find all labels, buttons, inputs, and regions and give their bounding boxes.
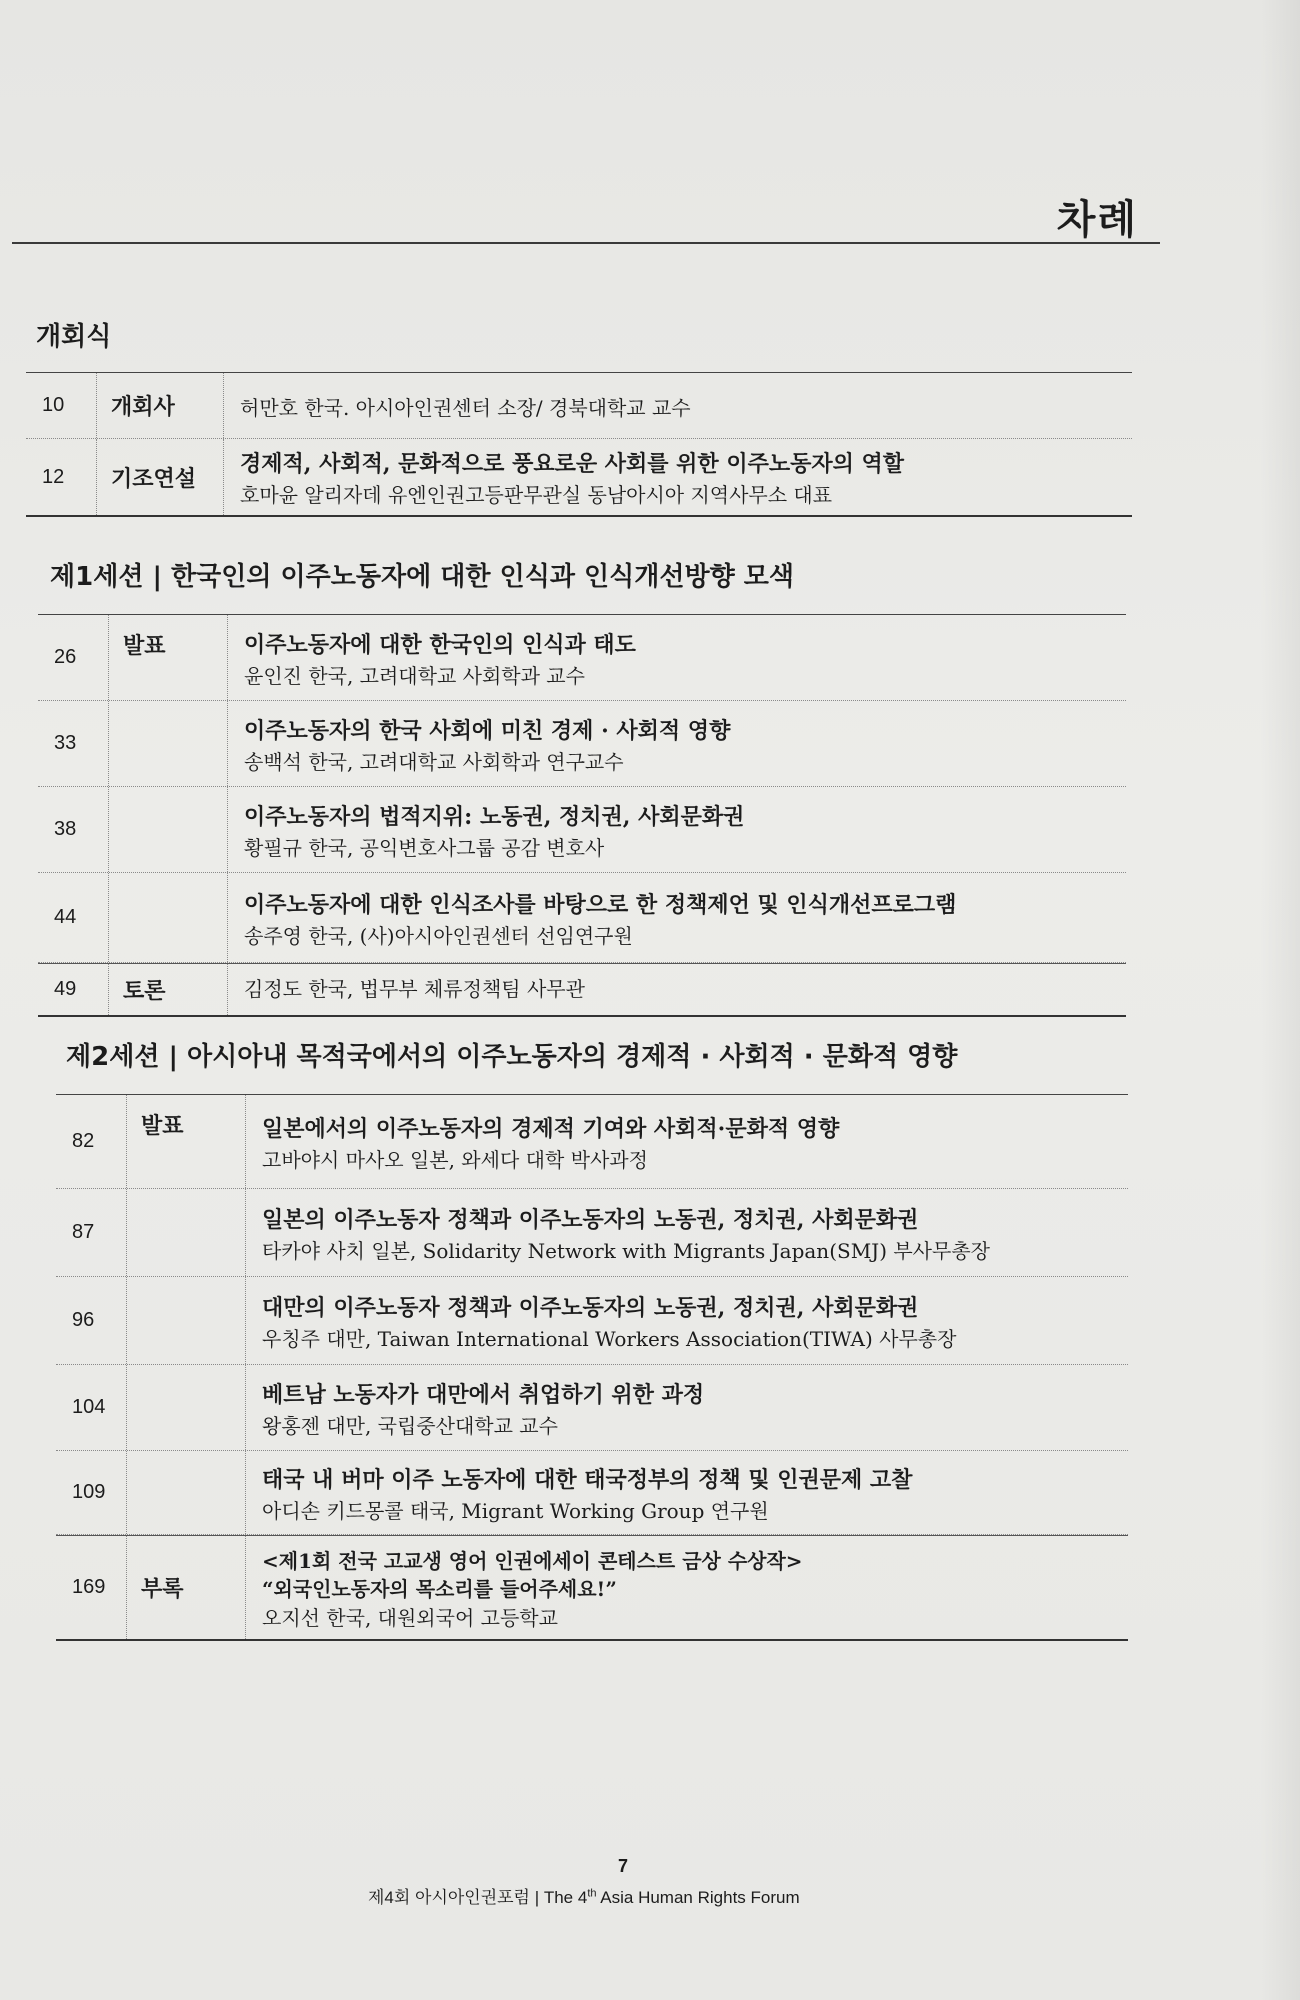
toc-author: 허만호 한국. 아시아인권센터 소장/ 경북대학교 교수 — [240, 395, 691, 420]
toc-author: 황필규 한국, 공익변호사그룹 공감 변호사 — [244, 835, 605, 860]
toc-author: 호마윤 알리자데 유엔인권고등판무관실 동남아시아 지역사무소 대표 — [240, 483, 833, 507]
toc-entry — [246, 1365, 1128, 1450]
toc-entry — [224, 373, 1132, 438]
toc-entry — [246, 1095, 1128, 1188]
toc-category: 토론 — [108, 964, 228, 1015]
toc-author: 아디손 키드몽콜 태국, Migrant Working Group 연구원 — [262, 1498, 769, 1523]
footer-caption — [368, 1883, 800, 1908]
toc-session1 — [38, 614, 1126, 1017]
toc-entry — [246, 1451, 1128, 1534]
toc-row — [26, 373, 1132, 439]
toc-title: 이주노동자의 법적지위: 노동권, 정치권, 사회문화권 — [244, 803, 745, 830]
toc-page-number: 82 — [72, 1130, 95, 1152]
toc-row — [38, 963, 1126, 1015]
toc-entry — [228, 615, 1126, 700]
toc-author: 오지선 한국, 대원외국어 고등학교 — [262, 1605, 558, 1630]
toc-page-number: 10 — [42, 394, 65, 416]
toc-page-number: 33 — [54, 732, 77, 754]
toc-row — [56, 1451, 1128, 1535]
toc-author: 송주영 한국, (사)아시아인권센터 선임연구원 — [244, 923, 633, 948]
toc-author: 김정도 한국, 법무부 체류정책팀 사무관 — [244, 976, 585, 1001]
toc-title: 대만의 이주노동자 정책과 이주노동자의 노동권, 정치권, 사회문화권 — [262, 1294, 919, 1321]
toc-group-presentations — [38, 615, 1126, 1015]
toc-entry — [246, 1189, 1128, 1276]
toc-title: 이주노동자에 대한 인식조사를 바탕으로 한 정책제언 및 인식개선프로그램 — [244, 891, 957, 918]
footer-text-prefix: 제4회 아시아인권포럼 | The 4 — [368, 1888, 588, 1907]
toc-row — [38, 615, 1126, 701]
toc-category: 개회사 — [96, 373, 224, 438]
toc-category: 발표 — [108, 615, 228, 700]
toc-author: 우칭주 대만, Taiwan International Workers Association(TIWA) 사무총장 — [262, 1326, 957, 1351]
toc-row — [26, 439, 1132, 515]
toc-category: 부록 — [126, 1536, 246, 1639]
toc-author: 윤인진 한국, 고려대학교 사회학과 교수 — [244, 663, 585, 688]
toc-row — [38, 787, 1126, 873]
toc-entry — [246, 1277, 1128, 1364]
toc-row — [38, 701, 1126, 787]
toc-entry — [228, 873, 1126, 962]
toc-page-number: 87 — [72, 1221, 95, 1243]
toc-page-number: 38 — [54, 818, 77, 840]
toc-title: 경제적, 사회적, 문화적으로 풍요로운 사회를 위한 이주노동자의 역할 — [240, 451, 904, 477]
footer-text-suffix: Asia Human Rights Forum — [596, 1888, 800, 1907]
page-shadow — [1260, 0, 1300, 2000]
title-divider — [12, 242, 1160, 244]
toc-title: 이주노동자의 한국 사회에 미친 경제 · 사회적 영향 — [244, 717, 731, 744]
footer-page-number: 7 — [618, 1856, 629, 1876]
section-heading-session2: 제2세션 | 아시아내 목적국에서의 이주노동자의 경제적 · 사회적 · 문화적 영향 — [66, 1042, 958, 1072]
toc-row — [56, 1365, 1128, 1451]
toc-title: 이주노동자에 대한 한국인의 인식과 태도 — [244, 631, 636, 658]
toc-entry — [228, 787, 1126, 872]
toc-entry — [228, 964, 1126, 1015]
toc-page-number: 26 — [54, 646, 77, 668]
toc-title: 태국 내 버마 이주 노동자에 대한 태국정부의 정책 및 인권문제 고찰 — [262, 1466, 913, 1493]
toc-row — [38, 873, 1126, 963]
toc-page-number: 49 — [54, 978, 77, 1000]
footer-text-sup: th — [587, 1887, 597, 1900]
toc-entry — [246, 1536, 1128, 1639]
toc-category: 발표 — [126, 1095, 246, 1188]
toc-row — [56, 1277, 1128, 1365]
toc-page-number: 109 — [72, 1481, 106, 1503]
section-heading-session1: 제1세션 | 한국인의 이주노동자에 대한 인식과 인식개선방향 모색 — [50, 562, 794, 592]
toc-page-number: 12 — [42, 465, 65, 488]
toc-title: 일본의 이주노동자 정책과 이주노동자의 노동권, 정치권, 사회문화권 — [262, 1206, 919, 1233]
toc-author: 송백석 한국, 고려대학교 사회학과 연구교수 — [244, 749, 624, 774]
toc-entry — [228, 701, 1126, 786]
toc-category: 기조연설 — [96, 439, 224, 515]
toc-title: <제1회 전국 고교생 영어 인권에세이 콘테스트 금상 수상작> — [262, 1548, 803, 1573]
section-heading-opening: 개회식 — [36, 322, 112, 352]
toc-page-number: 96 — [72, 1309, 95, 1331]
toc-row — [56, 1189, 1128, 1277]
toc-author: 고바야시 마사오 일본, 와세다 대학 박사과정 — [262, 1147, 648, 1172]
toc-session2 — [56, 1094, 1128, 1641]
toc-entry — [224, 439, 1132, 515]
toc-title: 베트남 노동자가 대만에서 취업하기 위한 과정 — [262, 1381, 705, 1408]
toc-row — [56, 1535, 1128, 1639]
toc-page-number: 169 — [72, 1576, 106, 1598]
toc-title: 일본에서의 이주노동자의 경제적 기여와 사회적·문화적 영향 — [262, 1115, 840, 1142]
toc-author: 왕홍젠 대만, 국립중산대학교 교수 — [262, 1413, 558, 1438]
toc-author: 타카야 사치 일본, Solidarity Network with Migrants Japan(SMJ) 부사무총장 — [262, 1238, 990, 1263]
toc-opening — [26, 372, 1132, 517]
toc-row — [56, 1095, 1128, 1189]
toc-page-number: 44 — [54, 906, 77, 928]
toc-page-number: 104 — [72, 1396, 106, 1418]
toc-subtitle: “외국인노동자의 목소리를 들어주세요!” — [262, 1576, 617, 1601]
page-title: 차례 — [1056, 197, 1138, 243]
